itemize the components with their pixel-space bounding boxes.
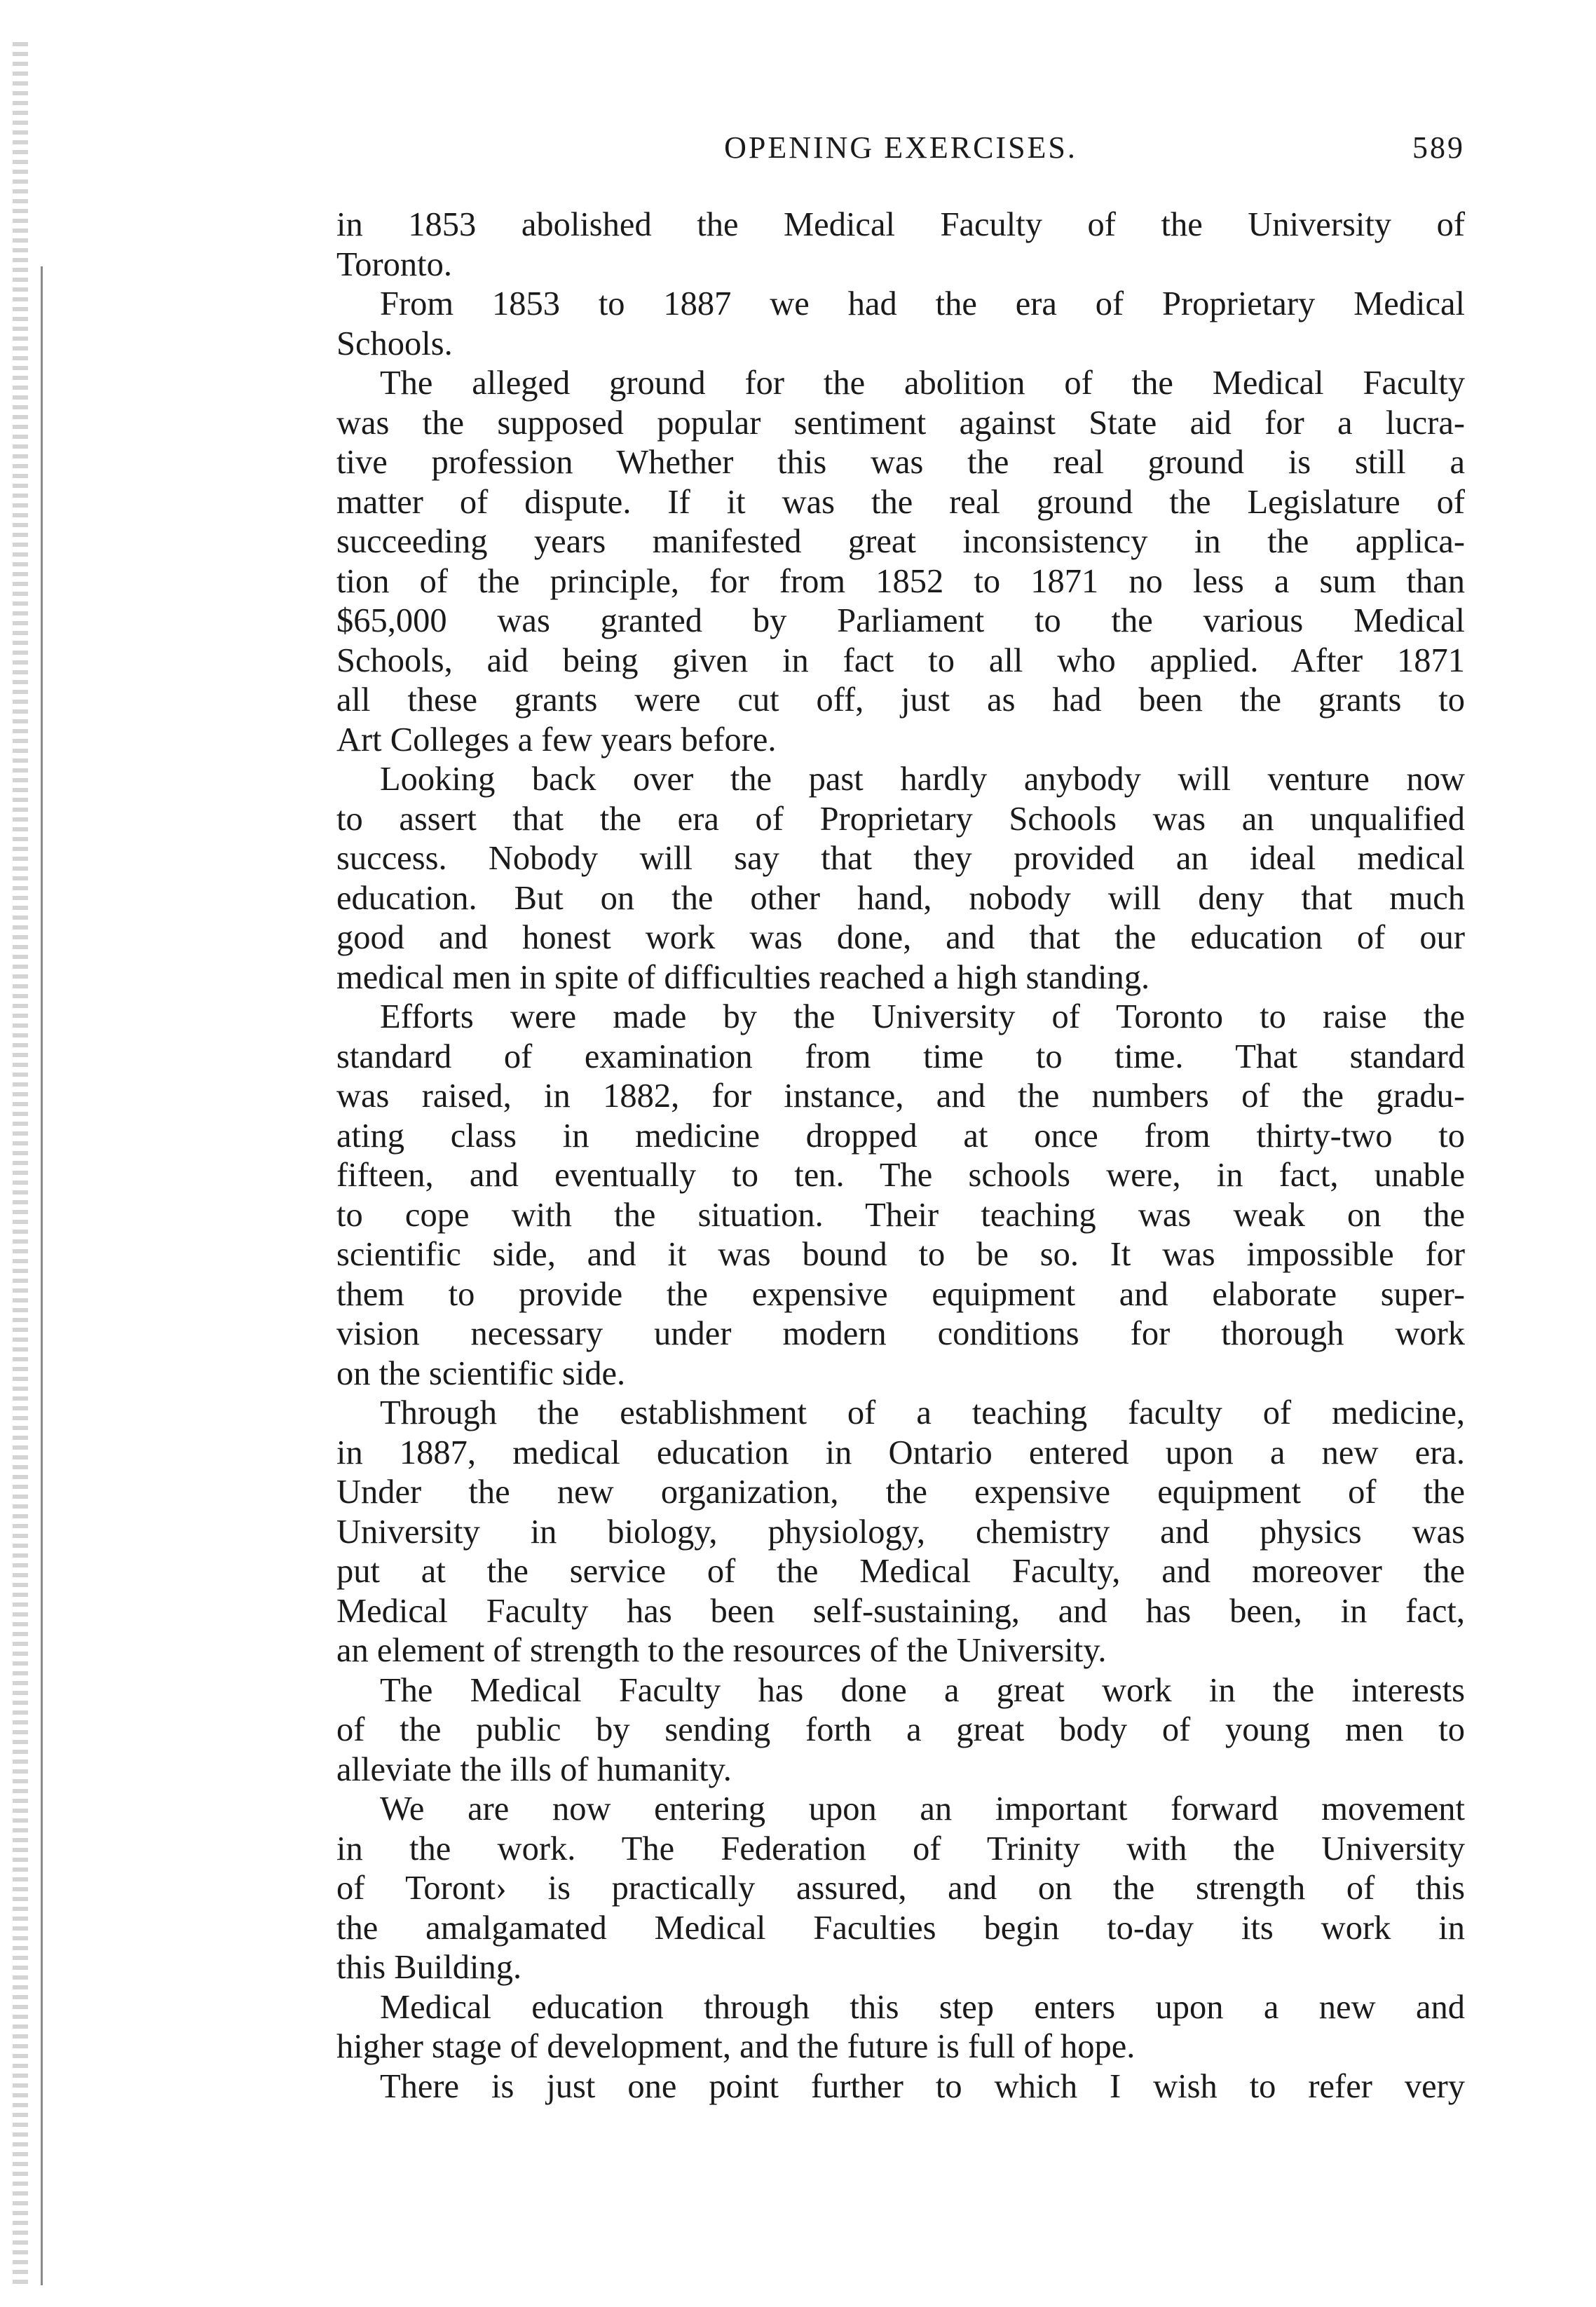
text-line: was the supposed popular sentiment against State aid for a lucra-: [336, 404, 1465, 442]
text-line: was raised, in 1882, for instance, and the numbers of the gradu-: [336, 1077, 1465, 1115]
text-line: an element of strength to the resources of the University.: [336, 1632, 1107, 1669]
paragraph: [336, 998, 1465, 1394]
scan-binding-edge: [13, 42, 28, 2285]
page-header: [336, 130, 1465, 179]
text-line: vision necessary under modern conditions for thorough work: [336, 1315, 1465, 1352]
text-line: put at the service of the Medical Faculty, and moreover the: [336, 1553, 1465, 1590]
text-line: medical men in spite of difficulties reached a high standing.: [336, 958, 1150, 996]
text-line: education. But on the other hand, nobody will deny that much: [336, 879, 1465, 917]
text-line: Looking back over the past hardly anybody will venture now: [380, 761, 1465, 798]
text-line: on the scientific side.: [336, 1354, 626, 1392]
paragraph: [336, 1671, 1465, 1790]
paragraph: [336, 285, 1465, 364]
paragraph: [336, 1790, 1465, 1988]
text-line: the amalgamated Medical Faculties begin to-day its work in: [336, 1909, 1465, 1947]
text-line: this Building.: [336, 1949, 522, 1986]
text-line: University in biology, physiology, chemistry and physics was: [336, 1513, 1465, 1551]
paragraph: [336, 760, 1465, 998]
text-line: Through the establishment of a teaching faculty of medicine,: [380, 1394, 1465, 1431]
text-line: Schools, aid being given in fact to all who applied. After 1871: [336, 641, 1465, 679]
paragraph: [336, 1988, 1465, 2067]
text-line: Medical Faculty has been self-sustaining, and has been, in fact,: [336, 1592, 1465, 1630]
text-line: success. Nobody will say that they provided an ideal medical: [336, 840, 1465, 877]
text-line: Under the new organization, the expensive equipment of the: [336, 1474, 1465, 1511]
text-line: ating class in medicine dropped at once from thirty-two to: [336, 1117, 1465, 1155]
text-line: The alleged ground for the abolition of the Medical Faculty: [380, 365, 1465, 402]
text-line: in the work. The Federation of Trinity with the University: [336, 1830, 1465, 1867]
text-line: matter of dispute. If it was the real ground the Legislature of: [336, 483, 1465, 521]
text-line: of the public by sending forth a great body of young men to: [336, 1711, 1465, 1748]
text-line: of Toront› is practically assured, and on the strength of this: [336, 1870, 1465, 1907]
text-line: Art Colleges a few years before.: [336, 721, 777, 758]
text-line: We are now entering upon an important forward movement: [380, 1790, 1465, 1828]
text-line: all these grants were cut off, just as had been the grants to: [336, 681, 1465, 719]
text-line: to assert that the era of Proprietary Schools was an unqualified: [336, 800, 1465, 838]
text-line: in 1887, medical education in Ontario entered upon a new era.: [336, 1434, 1465, 1471]
text-line: Efforts were made by the University of Toronto to raise the: [380, 998, 1465, 1035]
text-line: in 1853 abolished the Medical Faculty of the University of: [336, 206, 1465, 243]
text-line: Toronto.: [336, 245, 452, 283]
text-line: standard of examination from time to time. That standard: [336, 1037, 1465, 1075]
text-line: them to provide the expensive equipment and elaborate super-: [336, 1275, 1465, 1313]
text-line: higher stage of development, and the future is full of hope.: [336, 2028, 1135, 2065]
text-line: fifteen, and eventually to ten. The schools were, in fact, unable: [336, 1157, 1465, 1194]
text-line: $65,000 was granted by Parliament to the various Medical: [336, 602, 1465, 639]
text-line: alleviate the ills of humanity.: [336, 1750, 732, 1788]
body-text: [336, 205, 1465, 2107]
text-line: Medical education through this step enters upon a new and: [380, 1988, 1465, 2026]
text-line: scientific side, and it was bound to be so. It was impossible for: [336, 1236, 1465, 1273]
scan-gutter-line: [41, 266, 43, 2285]
paragraph: [336, 2067, 1465, 2107]
paragraph: [336, 1394, 1465, 1671]
text-line: to cope with the situation. Their teaching was weak on the: [336, 1196, 1465, 1234]
text-line: The Medical Faculty has done a great work in the interests: [380, 1671, 1465, 1709]
text-line: succeeding years manifested great inconsistency in the applica-: [336, 523, 1465, 560]
running-title: OPENING EXERCISES.: [724, 130, 1077, 165]
text-line: good and honest work was done, and that the education of our: [336, 919, 1465, 956]
paragraph: [336, 364, 1465, 760]
text-line: tion of the principle, for from 1852 to 1871 no less a sum than: [336, 562, 1465, 600]
text-line: tive profession Whether this was the real ground is still a: [336, 444, 1465, 481]
page-number: 589: [1412, 130, 1465, 165]
text-line: Schools.: [336, 325, 453, 362]
paragraph: [336, 205, 1465, 285]
text-line: There is just one point further to which I wish to refer very: [380, 2067, 1465, 2105]
text-line: From 1853 to 1887 we had the era of Proprietary Medical: [380, 285, 1465, 322]
